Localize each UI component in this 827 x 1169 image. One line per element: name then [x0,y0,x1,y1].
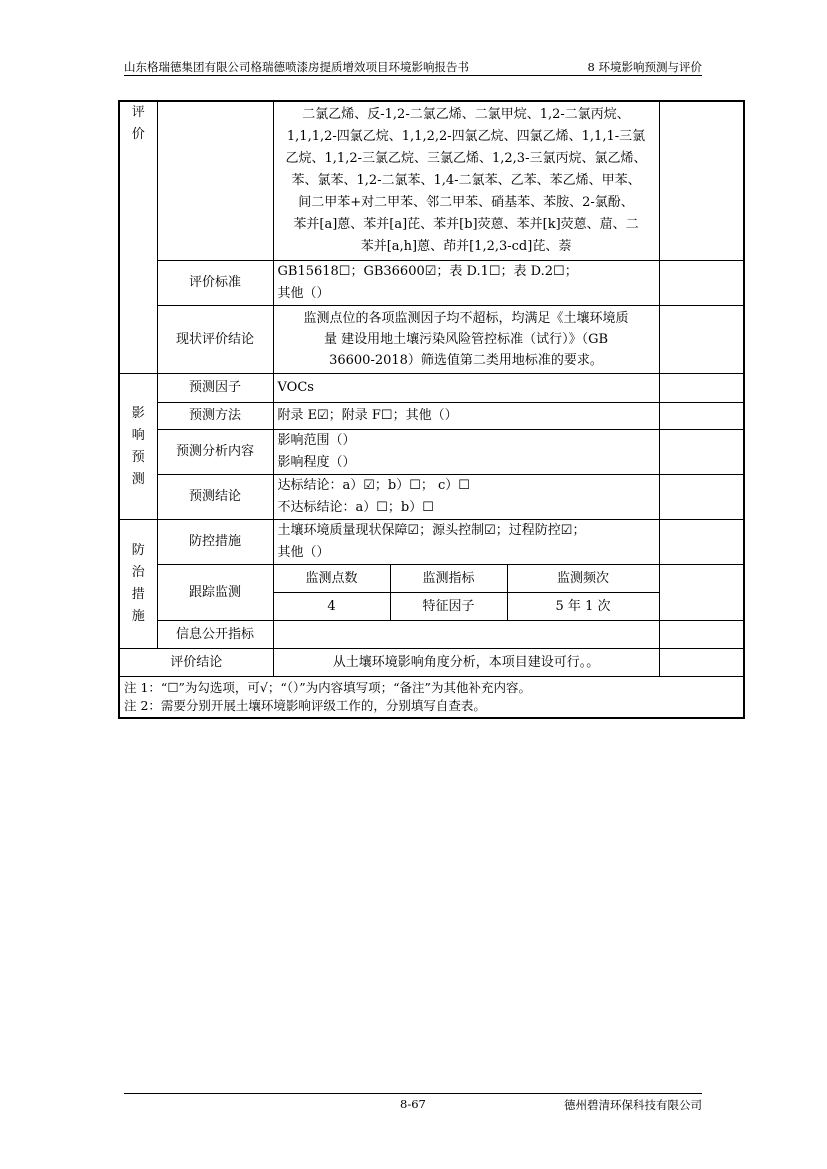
status-conclusion-line: 36600-2018）筛选值第二类用地标准的要求。 [329,353,603,368]
section-label-char: 测 [131,471,145,487]
predict-content-line: 影响范围（） [277,433,356,448]
tracking-value-points: 4 [273,593,390,621]
tracking-value-indicator: 特征因子 [390,593,507,621]
status-conclusion-label: 现状评价结论 [157,306,273,374]
predict-result-label: 预测结论 [157,475,273,520]
final-conclusion-value: 从土壤环境影响角度分析，本项目建设可行。。 [273,649,659,677]
status-conclusion-row [119,306,744,374]
section-label-evaluation [119,101,157,374]
status-conclusion-value [273,306,659,374]
predict-content-value [273,430,659,475]
note-2: 注 2：需要分别开展土壤环境影响评级工作的，分别填写自查表。 [124,698,486,713]
tracking-header-points: 监测点数 [273,565,390,593]
section-label-prediction [119,374,157,520]
section-label-char: 防 [131,543,145,558]
section-label-control [119,520,157,649]
section-label-char: 影 [131,405,145,421]
control-measure-row [119,520,744,565]
remark-cell [659,403,744,430]
remark-cell [659,101,744,261]
page-number: 8-67 [400,1097,426,1111]
pollutant-line: 苯并[a]蒽、苯并[a]芘、苯并[b]荧蒽、苯并[k]荧蒽、䓛、二 [293,217,639,232]
final-conclusion-label: 评价结论 [119,649,273,677]
section-label-char: 预 [131,449,145,465]
predict-content-row [119,430,744,475]
control-measure-line: 土壤环境质量现状保障☑；源头控制☑；过程防控☑； [277,523,586,538]
standard-row [119,261,744,306]
pollutant-line: 二氯乙烯、反-1,2-二氯乙烯、二氯甲烷、1,2-二氯丙烷、 [302,107,630,122]
standard-value [273,261,659,306]
pollutant-line: 苯、氯苯、1,2-二氯苯、1,4-二氯苯、乙苯、苯乙烯、甲苯、 [291,173,641,188]
disclosure-value [273,621,659,649]
section-label-char: 响 [131,427,145,443]
footer-company: 德州碧清环保科技有限公司 [564,1098,702,1112]
pollutant-list [273,101,659,261]
predict-result-row [119,475,744,520]
tracking-label: 跟踪监测 [157,565,273,621]
header-report-title: 山东格瑞德集团有限公司格瑞德喷漆房提质增效项目环境影响报告书 [124,60,469,74]
predict-method-value: 附录 E☑；附录 F☐；其他（） [273,403,659,430]
pollutant-line: 乙烷、1,1,2-三氯乙烷、三氯乙烯、1,2,3-三氯丙烷、氯乙烯、 [285,151,647,166]
remark-cell [659,565,744,621]
remark-cell [659,649,744,677]
predict-result-value [273,475,659,520]
remark-cell [659,261,744,306]
tracking-value-frequency: 5 年 1 次 [507,593,659,621]
page-header [124,57,702,76]
predict-result-line: 达标结论：a）☑；b）☐； c）☐ [277,478,470,493]
final-conclusion-row [119,649,744,677]
notes-cell [119,677,744,719]
tracking-header-frequency: 监测频次 [507,565,659,593]
section-label-char: 价 [131,127,145,142]
pollutant-line: 间二甲苯+对二甲苯、邻二甲苯、硝基苯、苯胺、2-氯酚、 [298,195,634,210]
remark-cell [659,430,744,475]
section-label-char: 施 [131,609,145,624]
remark-cell [659,475,744,520]
section-label-char: 评 [131,105,145,120]
note-1: 注 1：“☐”为勾选项，可√；“（）”为内容填写项；“备注”为其他补充内容。 [124,680,531,695]
section-label-char: 措 [131,587,145,602]
predict-content-line: 影响程度（） [277,455,356,470]
predict-method-label: 预测方法 [157,403,273,430]
status-conclusion-line: 量 建设用地土壤污染风险管控标准（试行）》（GB [323,332,609,347]
remark-cell [659,306,744,374]
notes-row [119,677,744,719]
pollutant-row [119,101,744,261]
standard-line: 其他（） [277,286,330,301]
control-measure-value [273,520,659,565]
predict-method-row [119,403,744,430]
predict-factor-row [119,374,744,403]
tracking-header-indicator: 监测指标 [390,565,507,593]
control-measure-line: 其他（） [277,545,330,560]
predict-content-label: 预测分析内容 [157,430,273,475]
remark-cell [659,520,744,565]
page-footer [124,1093,702,1114]
section-label-char: 治 [131,565,145,580]
standard-line: GB15618☐；GB36600☑；表 D.1☐；表 D.2☐； [277,264,578,279]
empty-label-cell [157,101,273,261]
tracking-header-row [119,565,744,593]
remark-cell [659,374,744,403]
standard-label: 评价标准 [157,261,273,306]
pollutant-line: 苯并[a,h]蒽、茚并[1,2,3-cd]芘、萘 [360,239,572,254]
status-conclusion-line: 监测点位的各项监测因子均不超标，均满足《土壤环境质 [303,311,629,326]
remark-cell [659,621,744,649]
header-chapter-title: 8 环境影响预测与评价 [587,60,702,74]
pollutant-line: 1,1,1,2-四氯乙烷、1,1,2,2-四氯乙烷、四氯乙烯、1,1,1-三氯 [286,129,646,144]
control-measure-label: 防控措施 [157,520,273,565]
soil-self-check-table [118,100,745,719]
predict-factor-label: 预测因子 [157,374,273,403]
predict-factor-value: VOCs [273,374,659,403]
disclosure-label: 信息公开指标 [157,621,273,649]
disclosure-row [119,621,744,649]
predict-result-line: 不达标结论：a）☐；b）☐ [277,500,434,515]
